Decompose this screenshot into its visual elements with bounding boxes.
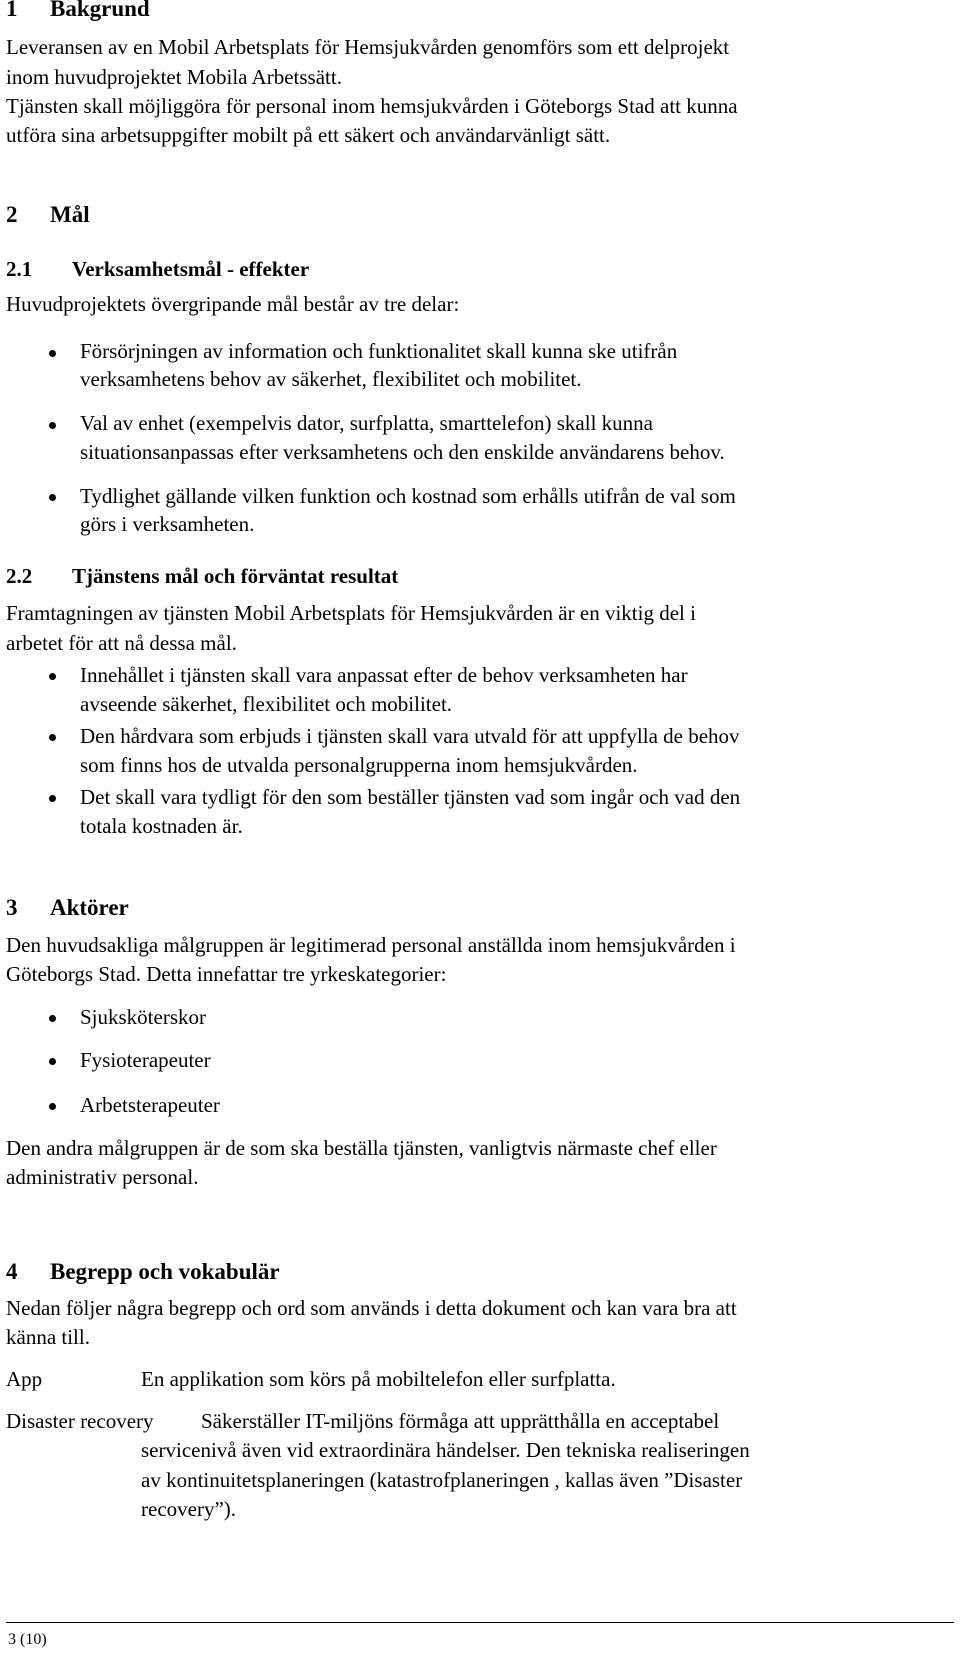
list-item-line: Tydlighet gällande vilken funktion och kostnad som erhålls utifrån de val som	[80, 484, 736, 508]
heading-section-4	[6, 1259, 280, 1285]
paragraph-line: arbetet för att nå dessa mål.	[6, 631, 237, 655]
paragraph-line: Göteborgs Stad. Detta innefattar tre yrkeskategorier:	[6, 962, 447, 986]
paragraph-line: administrativ personal.	[6, 1165, 199, 1189]
list-item-line: som finns hos de utvalda personalgrupperna inom hemsjukvården.	[80, 753, 638, 777]
heading-title: Mål	[50, 202, 90, 227]
glossary-definition: En applikation som körs på mobiltelefon eller surfplatta.	[141, 1367, 616, 1391]
glossary-definition: av kontinuitetsplaneringen (katastrofplaneringen , kallas även ”Disaster	[141, 1468, 743, 1492]
list-item-line: Val av enhet (exempelvis dator, surfplatta, smarttelefon) skall kunna	[80, 411, 653, 435]
paragraph-line: Nedan följer några begrepp och ord som används i detta dokument och kan vara bra att	[6, 1296, 737, 1320]
heading-title: Bakgrund	[50, 0, 150, 21]
list-item-line: görs i verksamheten.	[80, 512, 255, 536]
bullet-icon	[49, 1103, 56, 1110]
bullet-icon	[49, 734, 56, 741]
bullet-icon	[49, 1015, 56, 1022]
heading-title: Begrepp och vokabulär	[50, 1259, 280, 1284]
heading-title: Aktörer	[50, 895, 129, 920]
paragraph-line: utföra sina arbetsuppgifter mobilt på ett säkert och användarvänligt sätt.	[6, 123, 611, 147]
list-item-line: situationsanpassas efter verksamhetens och den enskilde användarens behov.	[80, 440, 725, 464]
glossary-definition: recovery”).	[141, 1497, 237, 1521]
glossary-term: Disaster recovery	[6, 1409, 154, 1433]
paragraph-line: känna till.	[6, 1325, 90, 1349]
heading-number: 3	[6, 895, 18, 920]
paragraph-line: Den huvudsakliga målgruppen är legitimerad personal anställda inom hemsjukvården i	[6, 933, 736, 957]
list-item-line: totala kostnaden är.	[80, 814, 243, 838]
list-item-line: Den hårdvara som erbjuds i tjänsten skall vara utvald för att uppfylla de behov	[80, 724, 740, 748]
paragraph-line: Tjänsten skall möjliggöra för personal inom hemsjukvården i Göteborgs Stad att kunna	[6, 94, 738, 118]
paragraph-line: Huvudprojektets övergripande mål består av tre delar:	[6, 292, 460, 316]
heading-section-1	[6, 0, 150, 22]
bullet-icon	[49, 1058, 56, 1065]
paragraph-line: Framtagningen av tjänsten Mobil Arbetsplats för Hemsjukvården är en viktig del i	[6, 601, 696, 625]
list-item-line: Det skall vara tydligt för den som beställer tjänsten vad som ingår och vad den	[80, 785, 741, 809]
heading-number: 2.2	[6, 564, 33, 588]
list-item-line: Försörjningen av information och funktionalitet skall kunna ske utifrån	[80, 339, 678, 363]
list-item: Arbetsterapeuter	[80, 1093, 220, 1117]
bullet-icon	[49, 422, 56, 429]
glossary-definition: servicenivå även vid extraordinära händelser. Den tekniska realiseringen	[141, 1438, 750, 1462]
heading-title: Verksamhetsmål - effekter	[72, 257, 310, 281]
heading-number: 4	[6, 1259, 18, 1284]
heading-title: Tjänstens mål och förväntat resultat	[72, 564, 399, 588]
paragraph-line: Leveransen av en Mobil Arbetsplats för Hemsjukvården genomförs som ett delprojekt	[6, 35, 730, 59]
heading-section-2-2	[6, 564, 398, 589]
list-item-line: Innehållet i tjänsten skall vara anpassat efter de behov verksamheten har	[80, 663, 688, 687]
bullet-icon	[49, 795, 56, 802]
glossary-term: App	[6, 1367, 43, 1391]
page-number: 3 (10)	[8, 1631, 47, 1648]
bullet-icon	[49, 494, 56, 501]
list-item-line: verksamhetens behov av säkerhet, flexibilitet och mobilitet.	[80, 367, 582, 391]
paragraph-line: Den andra målgruppen är de som ska beställa tjänsten, vanligtvis närmaste chef eller	[6, 1136, 717, 1160]
heading-section-2-1	[6, 257, 309, 282]
heading-section-2	[6, 202, 90, 228]
list-item: Fysioterapeuter	[80, 1048, 211, 1072]
bullet-icon	[49, 673, 56, 680]
bullet-icon	[49, 350, 56, 357]
paragraph-line: inom huvudprojektet Mobila Arbetssätt.	[6, 65, 342, 89]
heading-number: 2	[6, 202, 18, 227]
heading-section-3	[6, 895, 129, 921]
glossary-definition: Säkerställer IT-miljöns förmåga att upprätthålla en acceptabel	[201, 1409, 720, 1433]
list-item-line: avseende säkerhet, flexibilitet och mobilitet.	[80, 692, 453, 716]
heading-number: 1	[6, 0, 18, 21]
list-item: Sjuksköterskor	[80, 1005, 206, 1029]
heading-number: 2.1	[6, 257, 33, 281]
footer-rule	[6, 1622, 954, 1623]
